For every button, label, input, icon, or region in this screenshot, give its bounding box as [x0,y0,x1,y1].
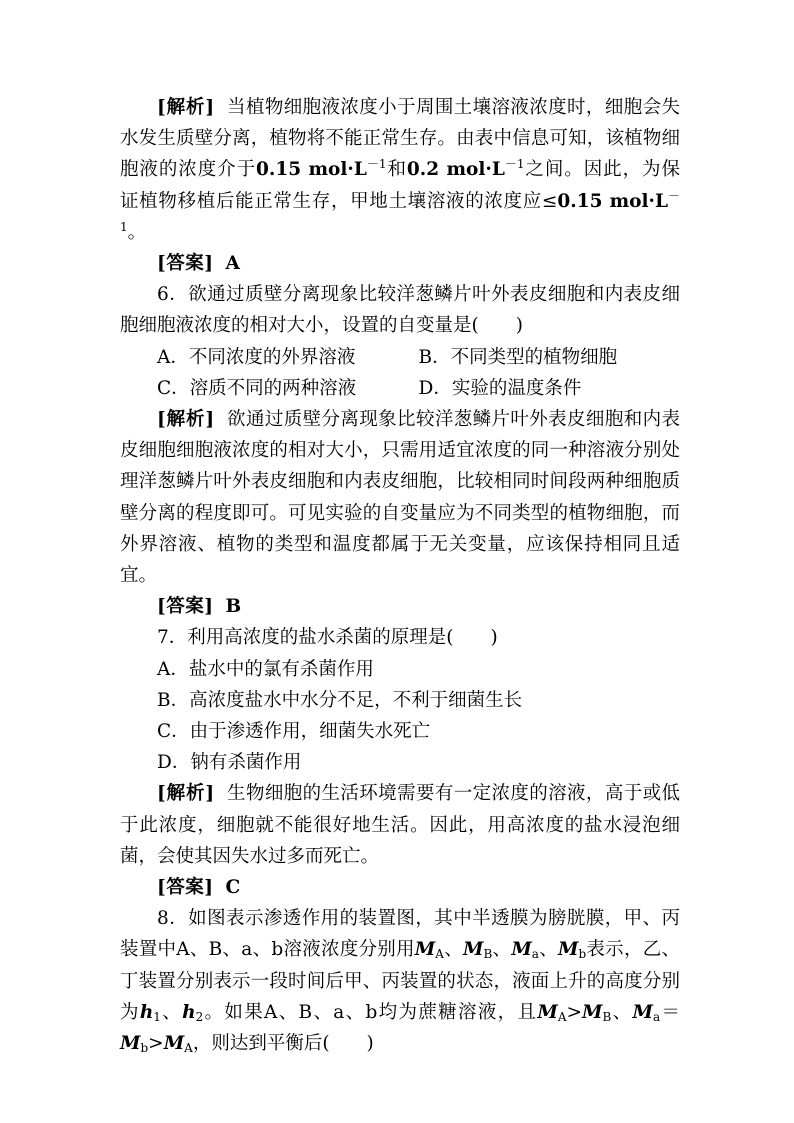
option-a: A．不同浓度的外界溶液 [157,346,356,368]
greater-than: > [566,1001,582,1023]
symbol-m: M [511,939,532,961]
value-concentration-3: 0.15 mol·L [557,190,668,212]
symbol-m: M [120,1033,141,1055]
subscript: 2 [195,1009,204,1024]
analysis-text: 当植物细胞液浓度小于周围土壤溶液浓度时，细胞会失水发生质壁分离，植物将不能正常生存。由表中信息可知，该植物细胞液的浓度介于 [120,97,680,181]
answer-value: B [225,596,242,618]
question-text: 8．如图表示渗透作用的装置图，其中半透膜为膀胱膜，甲、丙装置中A、B、a、b溶液浓度分别用 [120,908,680,961]
option-c: C．由于渗透作用，细菌失水死亡 [157,721,431,743]
question-7-stem: 7．利用高浓度的盐水杀菌的原理是( ) [157,627,498,649]
subscript: B [602,1009,612,1024]
subscript: B [483,947,493,962]
answer-line-q5 [120,248,680,279]
symbol-m: M [462,939,484,961]
symbol-m: M [582,1001,603,1023]
analysis-paragraph-q7 [120,778,680,872]
symbol-m: M [632,1001,653,1023]
analysis-tag: [解析] [157,409,215,431]
subscript: a [652,1009,661,1024]
analysis-paragraph-q5 [120,92,680,248]
separator: 、 [538,939,558,961]
option-b: B．高浓度盐水中水分不足，不利于细菌生长 [157,689,523,711]
separator: 、 [492,939,512,961]
exponent: －1 [120,188,680,234]
subscript: A [557,1009,567,1024]
question-6-options-row-2 [120,373,680,404]
analysis-text: 。 [127,221,147,243]
symbol-h: h [182,1001,196,1023]
analysis-paragraph-q6 [120,404,680,591]
separator: 、 [160,1001,183,1023]
question-6-options-row-1 [120,342,680,373]
answer-value: A [225,253,240,275]
option-a: A．盐水中的氯有杀菌作用 [157,658,374,680]
document-page [120,92,680,1059]
answer-tag: [答案] [157,596,214,618]
analysis-tag: [解析] [157,783,215,805]
exponent: －1 [504,157,525,172]
question-text: ，则达到平衡后( ) [192,1033,374,1055]
symbol-m: M [557,939,579,961]
question-8-stem [120,903,680,1059]
subscript: A [435,947,444,962]
equals: ＝ [660,1001,680,1023]
symbol-h: h [139,1001,154,1023]
symbol-m: M [163,1033,185,1055]
subscript: a [531,947,539,962]
question-6-stem: 6．欲通过质壁分离现象比较洋葱鳞片叶外表皮细胞和内表皮细胞细胞液浓度的相对大小，设置的自变量是( ) [120,284,680,337]
analysis-text: 之间。因此，为保证植物移植后能正常生存，甲地土壤溶液的浓度应≤ [120,159,680,212]
exponent: －1 [366,157,387,172]
symbol-m: M [537,1001,558,1023]
option-d: D．钠有杀菌作用 [157,752,302,774]
subscript: b [578,947,587,962]
answer-line-q6 [120,591,680,622]
separator: 、 [443,939,463,961]
question-text: 表示，乙、丁装置分别表示一段时间后甲、丙装置的状态，液面上升的高度分别为 [120,939,680,1023]
greater-than: > [148,1033,164,1055]
option-d: D．实验的温度条件 [418,377,582,399]
analysis-text: 生物细胞的生活环境需要有一定浓度的溶液，高于或低于此浓度，细胞就不能很好地生活。因此，用高浓度的盐水浸泡细菌，会使其因失水过多而死亡。 [120,783,680,867]
question-text: 。如果A、B、a、b均为蔗糖溶液，且 [203,1001,538,1023]
answer-line-q7 [120,872,680,903]
symbol-m: M [414,939,436,961]
subscript: A [184,1041,193,1056]
analysis-tag: [解析] [157,97,215,118]
value-concentration-2: 0.2 mol·L [406,159,505,181]
option-c: C．溶质不同的两种溶液 [157,377,357,399]
value-concentration-1: 0.15 mol·L [256,159,367,181]
analysis-text: 和 [386,159,407,181]
subscript: 1 [153,1009,161,1024]
option-b: B．不同类型的植物细胞 [418,346,618,368]
answer-value: C [225,877,241,899]
answer-tag: [答案] [157,253,214,275]
separator: 、 [611,1001,633,1023]
analysis-text: 欲通过质壁分离现象比较洋葱鳞片叶外表皮细胞和内表皮细胞细胞液浓度的相对大小，只需用适宜浓度的同一种溶液分别处理洋葱鳞片叶外表皮细胞和内表皮细胞，比较相同时间段两种细胞质壁分离的程度即可。可见实验的自变量应为不同类型的植物细胞，而外界溶液、植物的类型和温度都属于无关变量，应该保持相同且适宜。 [120,409,680,587]
answer-tag: [答案] [157,877,214,899]
subscript: b [140,1041,149,1056]
